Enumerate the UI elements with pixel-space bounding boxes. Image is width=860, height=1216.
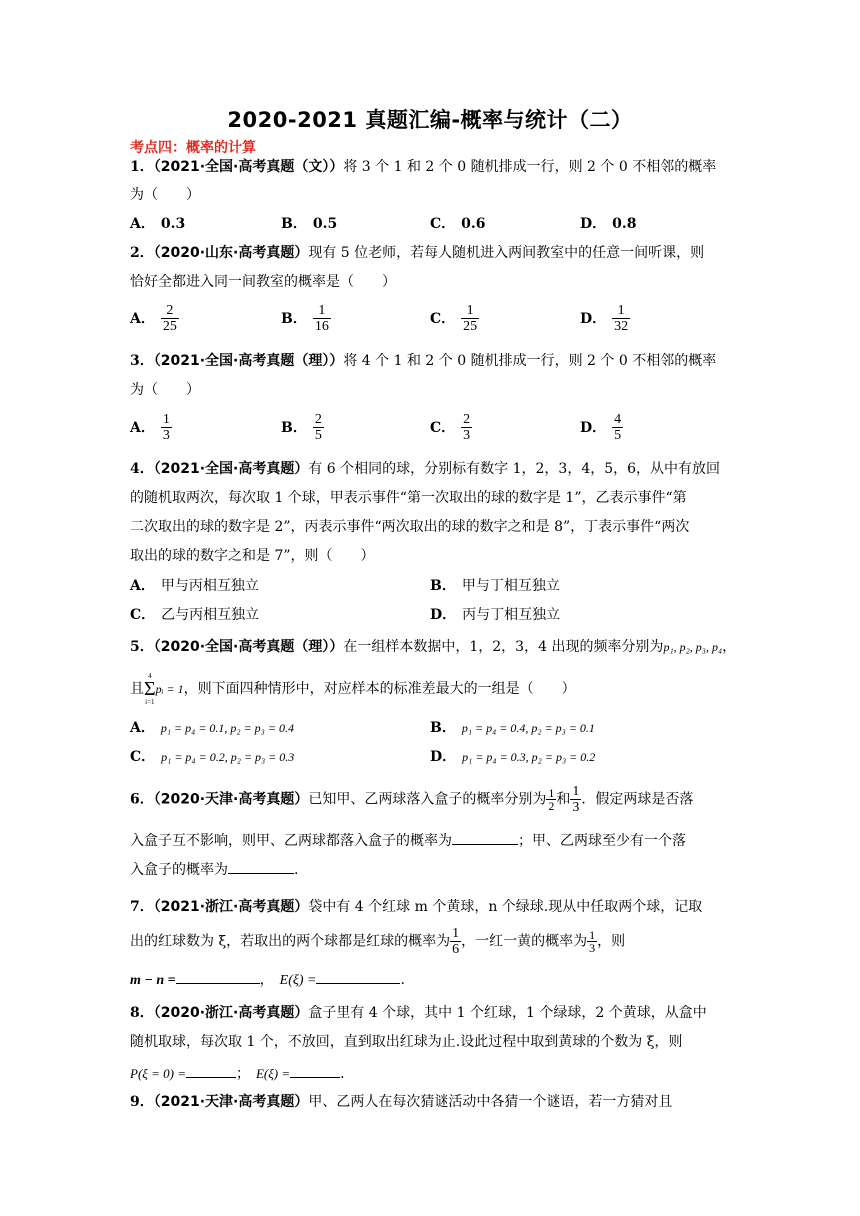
q5-option-c: C． p₁ = p₄ = 0.2, p₂ = p₃ = 0.3 (130, 749, 295, 765)
q1-option-d: D． 0.8 (580, 216, 637, 232)
question-1-text: 将 3 个 1 和 2 个 0 随机排成一行，则 2 个 0 不相邻的概率 (343, 159, 717, 175)
question-7-source: （2021·浙江·高考真题） (153, 899, 309, 915)
answer-blank (316, 967, 400, 984)
question-3: 3．（2021·全国·高考真题（理））将 4 个 1 和 2 个 0 随机排成一行，则 2 个 0 不相邻的概率 (130, 353, 717, 369)
q2-option-d: D． $\frac{1}{32}$ (580, 303, 629, 334)
question-4-source: （2021·全国·高考真题） (153, 461, 309, 477)
question-1-source: （2021·全国·高考真题（文）） (153, 159, 344, 175)
answer-blank (186, 1061, 236, 1078)
question-6-text-line2: 入盒子互不影响，则甲、乙两球都落入盒子的概率为 ；甲、乙两球至少有一个落 (130, 828, 686, 851)
question-4-text-line4: 取出的球的数字之和是 7”，则（ ） (130, 548, 375, 564)
q4-option-c: C． 乙与丙相互独立 (130, 607, 260, 623)
summation-symbol: 4 Σ i=1 (144, 672, 156, 706)
question-5-text-line2: 且 4 Σ i=1 pᵢ = 1，则下面四种情形中，对应样本的标准差最大的一组是（ ） (130, 672, 576, 706)
question-1-text-line2: 为（ ） (130, 187, 200, 203)
question-8-source: （2020·浙江·高考真题） (153, 1005, 309, 1021)
answer-blank (228, 857, 294, 874)
question-7: 7．（2021·浙江·高考真题）袋中有 4 个红球 m 个黄球，n 个绿球.现从中任取两个球，记取 (130, 899, 703, 915)
q1-option-b: B． 0.5 (281, 216, 338, 232)
q1-option-c: C． 0.6 (430, 216, 486, 232)
question-3-text-line2: 为（ ） (130, 382, 200, 398)
question-2-source: （2020·山东·高考真题） (153, 245, 309, 261)
q3-option-a: A． $\frac{1}{3}$ (130, 412, 170, 443)
question-3-source: （2021·全国·高考真题（理）） (153, 353, 344, 369)
frequency-variables: p₁, p₂, p₃, p₄ (663, 640, 723, 654)
q5-option-a: A． p₁ = p₄ = 0.1, p₂ = p₃ = 0.4 (130, 720, 294, 736)
question-7-text-line3: m − n = ， E(ξ) = . (130, 967, 405, 991)
question-1: 1．（2021·全国·高考真题（文））将 3 个 1 和 2 个 0 随机排成一行，则 2 个 0 不相邻的概率 (130, 159, 717, 175)
answer-blank (290, 1061, 340, 1078)
q4-option-b: B． 甲与丁相互独立 (430, 578, 560, 594)
q4-option-a: A． 甲与丙相互独立 (130, 578, 259, 594)
question-4-text-line2: 的随机取两次，每次取 1 个球，甲表示事件“第一次取出的球的数字是 1”，乙表示事件“第 (130, 490, 687, 506)
answer-blank (176, 967, 260, 984)
question-8-text-line3: P(ξ = 0) = ； E(ξ) = . (130, 1061, 345, 1084)
question-4: 4．（2021·全国·高考真题）有 6 个相同的球，分别标有数字 1，2，3，4，5，6，从中有放回 (130, 461, 721, 477)
question-6-source: （2020·天津·高考真题） (153, 791, 309, 808)
answer-blank (452, 828, 518, 845)
question-8: 8．（2020·浙江·高考真题）盒子里有 4 个球，其中 1 个红球，1 个绿球，2 个黄球，从盒中 (130, 1005, 707, 1021)
q1-option-a: A． 0.3 (130, 216, 186, 232)
question-2: 2．（2020·山东·高考真题）现有 5 位老师，若每人随机进入两间教室中的任意一间听课，则 (130, 245, 705, 261)
question-9-source: （2021·天津·高考真题） (153, 1094, 309, 1110)
q5-option-d: D． p₁ = p₄ = 0.3, p₂ = p₃ = 0.2 (430, 749, 596, 765)
q2-option-a: A． $\frac{2}{25}$ (130, 303, 177, 334)
question-2-text-line2: 恰好全都进入同一间教室的概率是（ ） (130, 274, 396, 290)
question-8-text-line2: 随机取球，每次取 1 个，不放回，直到取出红球为止.设此过程中取到黄球的个数为 ξ，则 (130, 1034, 683, 1050)
question-6: 6．（2020·天津·高考真题）已知甲、乙两球落入盒子的概率分别为 $\frac{1}{2}$ 和 $\frac{1}{3}$ ．假定两球是否落 (130, 784, 694, 815)
question-5-source: （2020·全国·高考真题（理）） (153, 639, 344, 655)
section-heading: 考点四：概率的计算 (130, 140, 256, 156)
question-5: 5．（2020·全国·高考真题（理））在一组样本数据中，1，2，3，4 出现的频率分别为p₁, p₂, p₃, p₄， (130, 639, 737, 655)
q5-option-b: B． p₁ = p₄ = 0.4, p₂ = p₃ = 0.1 (430, 720, 595, 736)
question-9: 9．（2021·天津·高考真题）甲、乙两人在每次猜谜活动中各猜一个谜语，若一方猜对且 (130, 1094, 673, 1110)
question-4-text-line3: 二次取出的球的数字是 2”，丙表示事件“两次取出的球的数字之和是 8”，丁表示事件“两次 (130, 519, 690, 535)
q2-option-c: C． $\frac{1}{25}$ (430, 303, 478, 334)
question-6-text-line3: 入盒子的概率为 . (130, 857, 298, 880)
q3-option-b: B． $\frac{2}{5}$ (281, 412, 322, 443)
q4-option-d: D． 丙与丁相互独立 (430, 607, 561, 623)
q3-option-c: C． $\frac{2}{3}$ (430, 412, 471, 443)
q2-option-b: B． $\frac{1}{16}$ (281, 303, 329, 334)
q3-option-d: D． $\frac{4}{5}$ (580, 412, 622, 443)
page-title: 2020-2021 真题汇编-概率与统计（二） (227, 108, 633, 132)
question-7-text-line2: 出的红球数为 ξ，若取出的两个球都是红球的概率为 $\frac{1}{6}$ ，一红一黄的概率为 $\frac{1}{3}$ ，则 (130, 926, 626, 957)
